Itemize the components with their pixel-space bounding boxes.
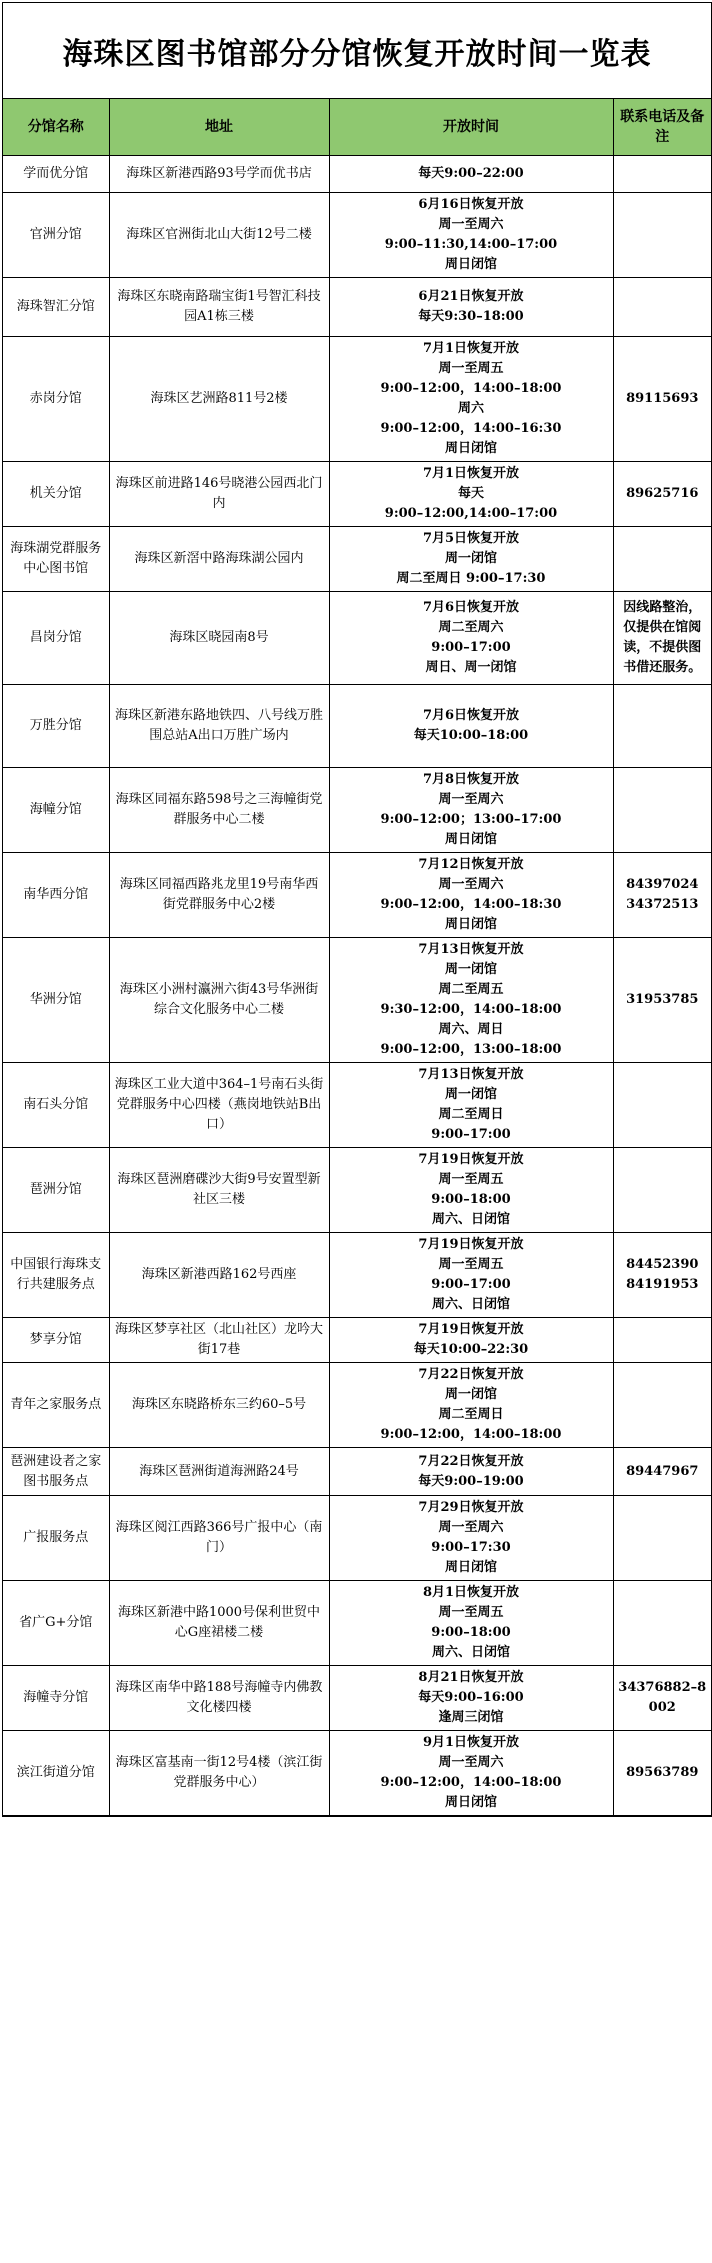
- hours-line: 周一闭馆: [444, 962, 497, 977]
- hours-line: 9:00–12:00，14:00–16:30: [380, 421, 562, 436]
- table-row: [3, 1318, 711, 1363]
- hours-line: 周六、周日: [438, 1022, 504, 1037]
- branch-name: 中国银行海珠支行共建服务点: [3, 1233, 109, 1318]
- contact-note: [613, 853, 711, 938]
- hours-line: 周一闭馆: [444, 551, 497, 566]
- opening-hours: [329, 853, 613, 938]
- branch-name: 梦享分馆: [3, 1318, 109, 1363]
- hours-line: 9月1日恢复开放: [422, 1735, 520, 1750]
- table-row: [3, 1581, 711, 1666]
- hours-line: 每天9:00–16:00: [418, 1690, 524, 1705]
- branch-name: 海幢寺分馆: [3, 1666, 109, 1731]
- opening-hours: [329, 278, 613, 337]
- hours-line: 每天9:00–19:00: [418, 1473, 524, 1489]
- branch-name: 海珠智汇分馆: [3, 278, 109, 337]
- opening-hours: [329, 527, 613, 592]
- hours-line: 8月1日恢复开放: [422, 1585, 520, 1600]
- opening-hours: [329, 1318, 613, 1363]
- hours-line: 7月13日恢复开放: [418, 942, 524, 957]
- branch-name: 琶洲建设者之家图书服务点: [3, 1448, 109, 1496]
- branch-name: 南华西分馆: [3, 853, 109, 938]
- branch-address: 海珠区新港东路地铁四、八号线万胜围总站A出口万胜广场内: [109, 685, 329, 768]
- opening-hours: [329, 1448, 613, 1496]
- table-row: [3, 462, 711, 527]
- contact-note: [613, 1731, 711, 1816]
- branch-address: 海珠区新港西路162号西座: [109, 1233, 329, 1318]
- contact-note: [613, 156, 711, 193]
- hours-line: 周一闭馆: [444, 1087, 497, 1102]
- hours-line: 7月5日恢复开放: [422, 531, 520, 546]
- opening-hours: [329, 1496, 613, 1581]
- hours-line: 7月22日恢复开放: [418, 1367, 524, 1382]
- hours-line: 9:00–17:00: [431, 640, 511, 655]
- hours-line: 9:00–17:00: [431, 1277, 511, 1292]
- branch-address: 海珠区同福西路兆龙里19号南华西街党群服务中心2楼: [109, 853, 329, 938]
- page-title: 海珠区图书馆部分分馆恢复开放时间一览表: [3, 3, 711, 99]
- hours-line: 9:30–12:00，14:00–18:00: [380, 1002, 562, 1017]
- branch-address: 海珠区工业大道中364–1号南石头街党群服务中心四楼（燕岗地铁站B出口）: [109, 1063, 329, 1148]
- hours-line: 9:00–17:00: [431, 1127, 511, 1142]
- branch-address: 海珠区阅江西路366号广报中心（南门）: [109, 1496, 329, 1581]
- hours-line: 6月21日恢复开放: [418, 289, 524, 304]
- contact-line: 89115693: [626, 391, 699, 406]
- branch-name: 万胜分馆: [3, 685, 109, 768]
- contact-note: [613, 462, 711, 527]
- branch-address: 海珠区同福东路598号之三海幢街党群服务中心二楼: [109, 768, 329, 853]
- hours-line: 周日闭馆: [444, 917, 497, 932]
- hours-line: 周一至周六: [438, 217, 504, 232]
- contact-line: 34372513: [626, 897, 699, 912]
- opening-hours: [329, 938, 613, 1063]
- contact-note: [613, 337, 711, 462]
- hours-line: 周一至周五: [438, 1605, 504, 1620]
- hours-line: 周一闭馆: [444, 1387, 497, 1402]
- hours-line: 7月12日恢复开放: [418, 857, 524, 872]
- hours-line: 9:00–18:00: [431, 1625, 511, 1640]
- hours-line: 7月1日恢复开放: [422, 341, 520, 356]
- contact-note: [613, 1496, 711, 1581]
- hours-line: 8月21日恢复开放: [418, 1670, 524, 1685]
- contact-note: [613, 1233, 711, 1318]
- contact-line: 34376882–8002: [618, 1680, 707, 1715]
- contact-note: [613, 1148, 711, 1233]
- table-row: [3, 1496, 711, 1581]
- table-row: [3, 768, 711, 853]
- hours-line: 9:00–12:00，13:00–18:00: [380, 1042, 562, 1057]
- branch-name: 南石头分馆: [3, 1063, 109, 1148]
- hours-line: 每天9:30–18:00: [418, 309, 524, 324]
- contact-line: 89563789: [626, 1765, 699, 1780]
- header-hours: 开放时间: [329, 99, 613, 156]
- hours-line: 7月6日恢复开放: [422, 708, 520, 723]
- branch-address: 海珠区琶洲磨碟沙大街9号安置型新社区三楼: [109, 1148, 329, 1233]
- branch-address: 海珠区艺洲路811号2楼: [109, 337, 329, 462]
- opening-hours: [329, 1363, 613, 1448]
- contact-line: 84397024: [626, 877, 699, 892]
- table-row: [3, 193, 711, 278]
- branch-name: 华洲分馆: [3, 938, 109, 1063]
- hours-line: 周日闭馆: [444, 441, 497, 456]
- hours-line: 9:00–12:00，14:00–18:00: [380, 381, 562, 396]
- hours-line: 周二至周五: [438, 982, 504, 997]
- hours-line: 9:00–17:30: [431, 1540, 511, 1555]
- hours-line: 7月19日恢复开放: [418, 1152, 524, 1167]
- hours-line: 9:00–12:00，14:00–18:00: [380, 1427, 562, 1442]
- branch-address: 海珠区小洲村瀛洲六街43号华洲街综合文化服务中心二楼: [109, 938, 329, 1063]
- hours-line: 7月8日恢复开放: [422, 772, 520, 787]
- branch-address: 海珠区南华中路188号海幢寺内佛教文化楼四楼: [109, 1666, 329, 1731]
- hours-line: 7月29日恢复开放: [418, 1500, 524, 1515]
- hours-line: 9:00–12:00，14:00–18:30: [380, 897, 562, 912]
- hours-line: 9:00–18:00: [431, 1192, 511, 1207]
- hours-line: 周六: [457, 401, 484, 416]
- hours-line: 周日闭馆: [444, 1560, 497, 1575]
- table-header-row: [3, 99, 711, 156]
- branch-address: 海珠区前进路146号晓港公园西北门内: [109, 462, 329, 527]
- hours-line: 周二至周日: [438, 1107, 504, 1122]
- opening-hours: [329, 1581, 613, 1666]
- hours-line: 6月16日恢复开放: [418, 197, 524, 212]
- hours-line: 7月19日恢复开放: [418, 1237, 524, 1252]
- branch-name: 青年之家服务点: [3, 1363, 109, 1448]
- table-row: [3, 1063, 711, 1148]
- table-row: [3, 1363, 711, 1448]
- contact-line: 84191953: [626, 1277, 699, 1292]
- table-row: [3, 1233, 711, 1318]
- table-row: [3, 938, 711, 1063]
- contact-note: [613, 1318, 711, 1363]
- table-row: [3, 156, 711, 193]
- header-name: 分馆名称: [3, 99, 109, 156]
- hours-line: 逢周三闭馆: [438, 1710, 504, 1725]
- opening-hours: [329, 1731, 613, 1816]
- opening-hours: [329, 592, 613, 685]
- hours-line: 周二至周日 9:00–17:30: [396, 571, 546, 586]
- branch-address: 海珠区新港西路93号学而优书店: [109, 156, 329, 193]
- hours-line: 周日闭馆: [444, 832, 497, 847]
- table-row: [3, 592, 711, 685]
- table-row: [3, 1731, 711, 1816]
- hours-line: 周日闭馆: [444, 257, 497, 272]
- branch-name: 昌岗分馆: [3, 592, 109, 685]
- branch-name: 省广G+分馆: [3, 1581, 109, 1666]
- hours-line: 7月6日恢复开放: [422, 600, 520, 615]
- hours-line: 周一至周六: [438, 792, 504, 807]
- contact-note: [613, 1666, 711, 1731]
- hours-line: 周一至周六: [438, 877, 504, 892]
- hours-line: 7月22日恢复开放: [418, 1453, 524, 1469]
- table-row: [3, 337, 711, 462]
- contact-note: [613, 768, 711, 853]
- branch-address: 海珠区富基南一街12号4楼（滨江街党群服务中心）: [109, 1731, 329, 1816]
- hours-line: 9:00–11:30,14:00–17:00: [384, 237, 558, 252]
- table-row: [3, 278, 711, 337]
- contact-note: [613, 938, 711, 1063]
- branch-address: 海珠区晓园南8号: [109, 592, 329, 685]
- contact-note: [613, 1363, 711, 1448]
- hours-line: 周二至周六: [438, 620, 504, 635]
- contact-line: 89447967: [626, 1463, 699, 1479]
- branch-name: 广报服务点: [3, 1496, 109, 1581]
- opening-hours: [329, 1233, 613, 1318]
- hours-line: 周六、日闭馆: [431, 1645, 510, 1660]
- hours-line: 每天: [457, 486, 484, 501]
- branch-name: 机关分馆: [3, 462, 109, 527]
- hours-line: 每天10:00–22:30: [413, 1342, 529, 1357]
- hours-line: 周一至周五: [438, 1257, 504, 1272]
- header-contact: 联系电话及备注: [613, 99, 711, 156]
- contact-line: 84452390: [626, 1257, 699, 1272]
- branch-address: 海珠区官洲街北山大街12号二楼: [109, 193, 329, 278]
- hours-line: 周二至周日: [438, 1407, 504, 1422]
- branch-name: 琶洲分馆: [3, 1148, 109, 1233]
- contact-note: [613, 527, 711, 592]
- branch-name: 学而优分馆: [3, 156, 109, 193]
- hours-line: 周一至周五: [438, 361, 504, 376]
- table-row: [3, 1666, 711, 1731]
- opening-hours: [329, 1148, 613, 1233]
- contact-note: [613, 1063, 711, 1148]
- hours-line: 周日闭馆: [444, 1795, 497, 1810]
- opening-hours: [329, 1063, 613, 1148]
- table-row: [3, 1448, 711, 1496]
- branch-address: 海珠区新滘中路海珠湖公园内: [109, 527, 329, 592]
- contact-note: [613, 278, 711, 337]
- branch-name: 海幢分馆: [3, 768, 109, 853]
- opening-hours: [329, 156, 613, 193]
- branch-address: 海珠区新港中路1000号保利世贸中心G座裙楼二楼: [109, 1581, 329, 1666]
- hours-line: 周一至周六: [438, 1520, 504, 1535]
- opening-hours: [329, 685, 613, 768]
- opening-hours: [329, 462, 613, 527]
- branch-name: 滨江街道分馆: [3, 1731, 109, 1816]
- contact-note: [613, 1581, 711, 1666]
- contact-line: 31953785: [626, 992, 699, 1007]
- table-row: [3, 685, 711, 768]
- contact-note: [613, 193, 711, 278]
- hours-line: 7月13日恢复开放: [418, 1067, 524, 1082]
- hours-line: 7月19日恢复开放: [418, 1322, 524, 1337]
- hours-line: 周日、周一闭馆: [425, 660, 517, 675]
- contact-line: 89625716: [626, 486, 699, 501]
- hours-line: 每天9:00–22:00: [418, 166, 524, 181]
- header-address: 地址: [109, 99, 329, 156]
- schedule-sheet: [2, 2, 712, 1817]
- hours-line: 9:00–12:00,14:00–17:00: [384, 506, 558, 521]
- hours-line: 9:00–12:00；13:00–17:00: [380, 812, 562, 827]
- hours-line: 周一至周五: [438, 1172, 504, 1187]
- opening-hours: [329, 193, 613, 278]
- table-row: [3, 853, 711, 938]
- opening-hours: [329, 337, 613, 462]
- hours-line: 周六、日闭馆: [431, 1212, 510, 1227]
- branch-address: 海珠区梦享社区（北山社区）龙吟大街17巷: [109, 1318, 329, 1363]
- branch-name: 海珠湖党群服务中心图书馆: [3, 527, 109, 592]
- contact-line: 因线路整治，仅提供在馆阅读，不提供图书借还服务。: [623, 600, 702, 675]
- contact-note: [613, 1448, 711, 1496]
- hours-line: 9:00–12:00，14:00–18:00: [380, 1775, 562, 1790]
- opening-hours: [329, 768, 613, 853]
- branch-name: 赤岗分馆: [3, 337, 109, 462]
- table-row: [3, 1148, 711, 1233]
- branch-address: 海珠区东晓南路瑞宝街1号智汇科技园A1栋三楼: [109, 278, 329, 337]
- opening-hours: [329, 1666, 613, 1731]
- hours-line: 周一至周六: [438, 1755, 504, 1770]
- branch-address: 海珠区琶洲街道海洲路24号: [109, 1448, 329, 1496]
- branch-name: 官洲分馆: [3, 193, 109, 278]
- hours-line: 每天10:00–18:00: [413, 728, 529, 743]
- contact-note: [613, 685, 711, 768]
- table-row: [3, 527, 711, 592]
- contact-note: [613, 592, 711, 685]
- hours-line: 7月1日恢复开放: [422, 466, 520, 481]
- hours-line: 周六、日闭馆: [431, 1297, 510, 1312]
- schedule-table: [3, 99, 711, 1816]
- table-body: [3, 156, 711, 1816]
- branch-address: 海珠区东晓路桥东三约60–5号: [109, 1363, 329, 1448]
